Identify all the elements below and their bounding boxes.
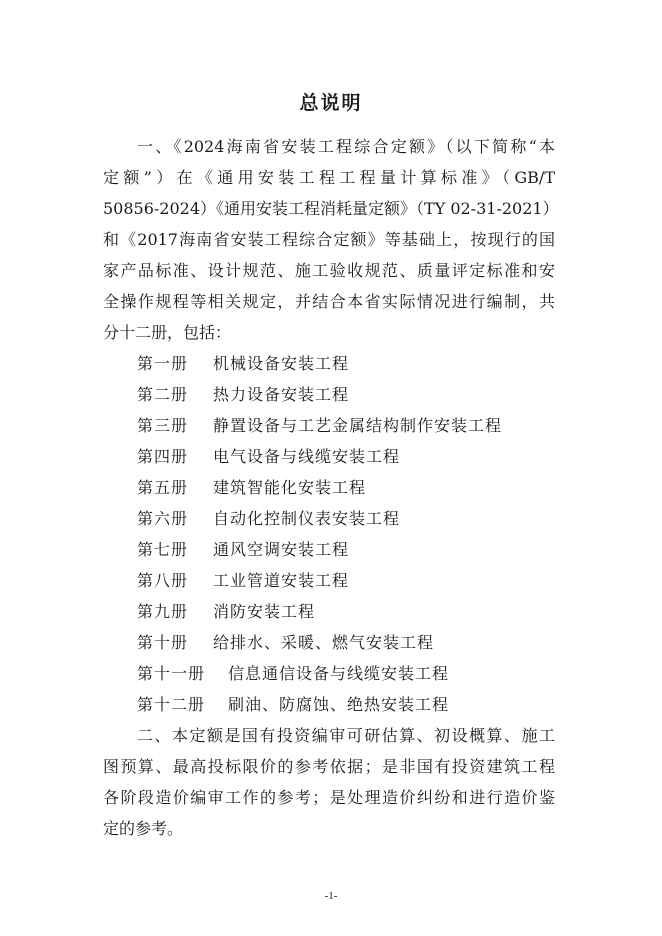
paragraph-1-line: 家产品标准、设计规范、施工验收规范、质量评定标准和安 bbox=[103, 261, 555, 280]
volume-name: 给排水、采暖、燃气安装工程 bbox=[213, 633, 435, 652]
volume-item bbox=[103, 441, 555, 472]
volume-item bbox=[103, 627, 555, 658]
page-title: 总说明 bbox=[299, 92, 363, 114]
paragraph-2-line: 各阶段造价编审工作的参考；是处理造价纠纷和进行造价鉴 bbox=[103, 788, 555, 807]
volume-number: 第三册 bbox=[137, 416, 189, 435]
volume-item bbox=[103, 658, 555, 689]
volume-name: 电气设备与线缆安装工程 bbox=[213, 447, 401, 466]
volume-item bbox=[103, 689, 555, 720]
page-number: -1- bbox=[324, 890, 338, 902]
volume-number: 第二册 bbox=[137, 385, 189, 404]
volume-name: 消防安装工程 bbox=[213, 602, 316, 621]
volume-number: 第六册 bbox=[137, 509, 189, 528]
document-body bbox=[103, 131, 559, 844]
paragraph-1-line: 分十二册，包括： bbox=[103, 323, 232, 342]
volume-item bbox=[103, 534, 555, 565]
volume-name: 信息通信设备与线缆安装工程 bbox=[228, 664, 450, 683]
volume-name: 热力设备安装工程 bbox=[213, 385, 350, 404]
volume-name: 机械设备安装工程 bbox=[213, 354, 350, 373]
volume-number: 第七册 bbox=[137, 540, 189, 559]
volume-number: 第十册 bbox=[137, 633, 189, 652]
volume-name: 通风空调安装工程 bbox=[213, 540, 350, 559]
paragraph-1-line: 和《2017海南省安装工程综合定额》等基础上，按现行的国 bbox=[103, 230, 555, 249]
volume-item bbox=[103, 410, 555, 441]
volume-number: 第一册 bbox=[137, 354, 189, 373]
paragraph-2-line: 二、本定额是国有投资编审可研估算、初设概算、施工 bbox=[137, 726, 555, 745]
paragraph-1-line: 全操作规程等相关规定，并结合本省实际情况进行编制，共 bbox=[103, 292, 555, 311]
volume-number: 第五册 bbox=[137, 478, 189, 497]
paragraph-2-line: 定的参考。 bbox=[103, 819, 184, 838]
volume-name: 自动化控制仪表安装工程 bbox=[213, 509, 401, 528]
paragraph-2-line: 图预算、最高投标限价的参考依据；是非国有投资建筑工程 bbox=[103, 757, 555, 776]
volume-number: 第十一册 bbox=[137, 664, 206, 683]
volume-item bbox=[103, 503, 555, 534]
volume-item bbox=[103, 565, 555, 596]
volume-number: 第九册 bbox=[137, 602, 189, 621]
volume-item bbox=[103, 379, 555, 410]
volume-number: 第四册 bbox=[137, 447, 189, 466]
volume-number: 第十二册 bbox=[137, 695, 206, 714]
volume-item bbox=[103, 472, 555, 503]
volume-name: 建筑智能化安装工程 bbox=[213, 478, 367, 497]
volume-name: 刷油、防腐蚀、绝热安装工程 bbox=[228, 695, 450, 714]
volume-name: 工业管道安装工程 bbox=[213, 571, 350, 590]
volume-name: 静置设备与工艺金属结构制作安装工程 bbox=[213, 416, 503, 435]
volume-item bbox=[103, 596, 555, 627]
paragraph-1-line: 一、《2024海南省安装工程综合定额》（以下简称“本 bbox=[137, 137, 555, 156]
paragraph-1-line: 50856-2024）《通用安装工程消耗量定额》（TY 02-31-2021） bbox=[103, 199, 559, 218]
volume-number: 第八册 bbox=[137, 571, 189, 590]
volume-item bbox=[103, 348, 555, 379]
paragraph-1-line: 定额”）在《通用安装工程工程量计算标准》（GB/T bbox=[103, 168, 555, 187]
